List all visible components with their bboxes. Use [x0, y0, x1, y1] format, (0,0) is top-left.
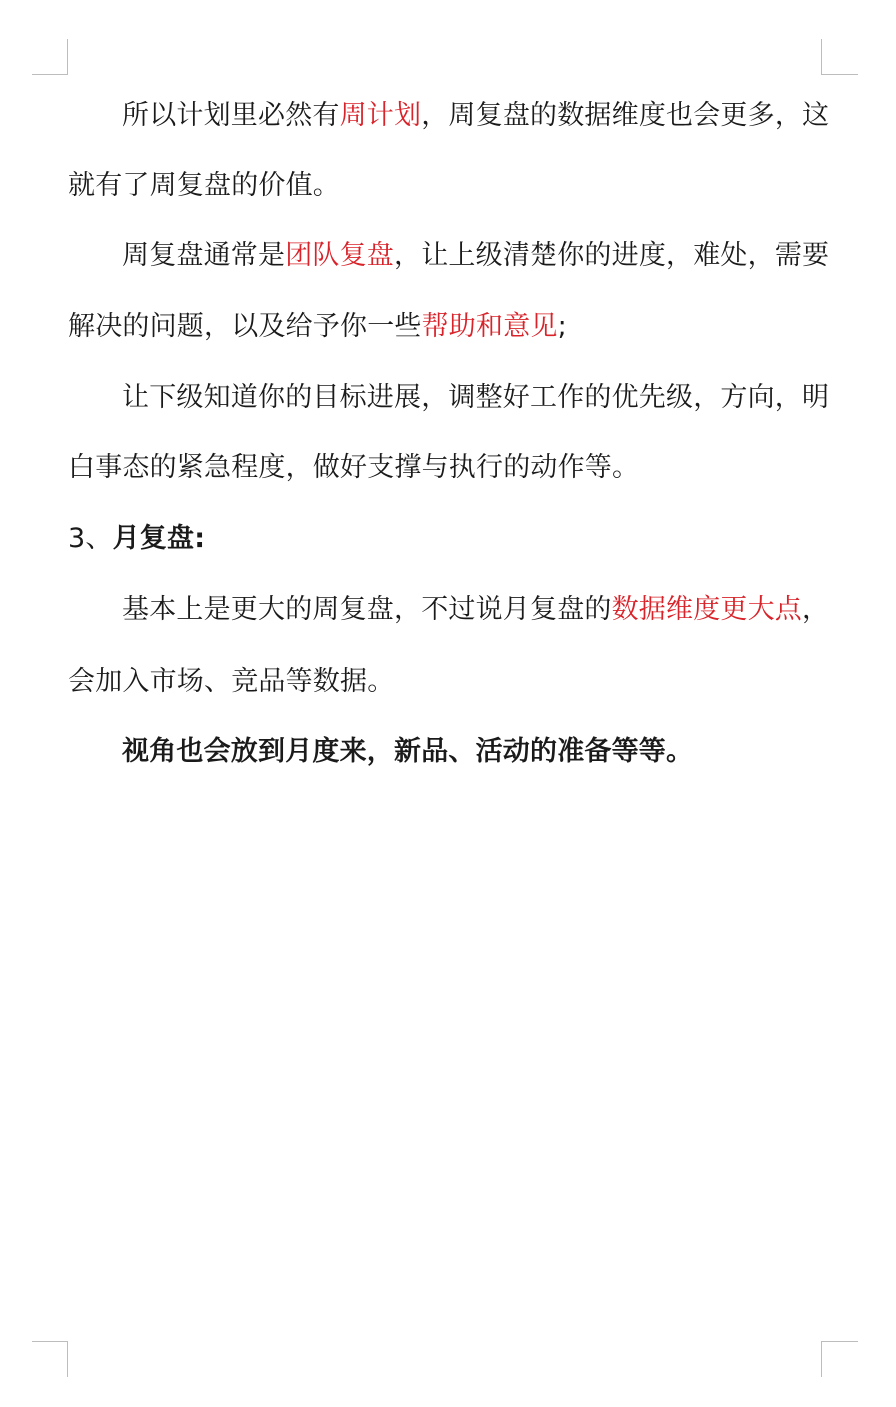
crop-mark-bottom-right-h — [822, 1341, 858, 1342]
paragraph-4-line-1 — [68, 590, 829, 630]
crop-mark-bottom-left-h — [32, 1341, 68, 1342]
text-run: 所以计划里必然有 — [122, 100, 340, 131]
heading-number: 3、 — [68, 523, 113, 554]
text-run: ， — [802, 594, 830, 625]
highlight-text: 帮助和意见 — [421, 311, 558, 342]
paragraph-3-line-2 — [68, 448, 639, 488]
text-run: ; — [557, 311, 567, 342]
paragraph-2-line-2 — [68, 307, 567, 347]
heading-title: 月复盘: — [112, 523, 206, 554]
highlight-text: 团队复盘 — [285, 240, 395, 271]
text-run: 会加入市场、竞品等数据。 — [68, 666, 395, 697]
text-run: ，周复盘的数据维度也会更多，这 — [421, 100, 830, 131]
text-run: 基本上是更大的周复盘，不过说月复盘的 — [122, 594, 612, 625]
paragraph-3-line-1 — [68, 378, 829, 418]
text-run: ，让上级清楚你的进度，难处，需要 — [394, 240, 830, 271]
crop-mark-top-right-v — [821, 39, 822, 75]
text-run: 让下级知道你的目标进展，调整好工作的优先级，方向，明 — [122, 382, 830, 413]
crop-mark-top-left-v — [67, 39, 68, 75]
crop-mark-top-right-h — [822, 74, 858, 75]
section-heading — [68, 519, 205, 559]
crop-mark-bottom-right-v — [821, 1341, 822, 1377]
paragraph-1-line-1 — [68, 96, 829, 136]
paragraph-1-line-2 — [68, 166, 340, 206]
text-run: 就有了周复盘的价值。 — [68, 170, 340, 201]
paragraph-2-line-1 — [68, 236, 829, 276]
bold-summary-line — [68, 732, 693, 772]
text-run: 周复盘通常是 — [122, 240, 286, 271]
paragraph-4-line-2 — [68, 662, 394, 702]
crop-mark-top-left-h — [32, 74, 68, 75]
crop-mark-bottom-left-v — [67, 1341, 68, 1377]
text-run: 视角也会放到月度来，新品、活动的准备等等。 — [122, 736, 694, 767]
highlight-text: 数据维度更大点 — [611, 594, 803, 625]
text-run: 解决的问题，以及给予你一些 — [68, 311, 422, 342]
highlight-text: 周计划 — [339, 100, 422, 131]
text-run: 白事态的紧急程度，做好支撑与执行的动作等。 — [68, 452, 640, 483]
